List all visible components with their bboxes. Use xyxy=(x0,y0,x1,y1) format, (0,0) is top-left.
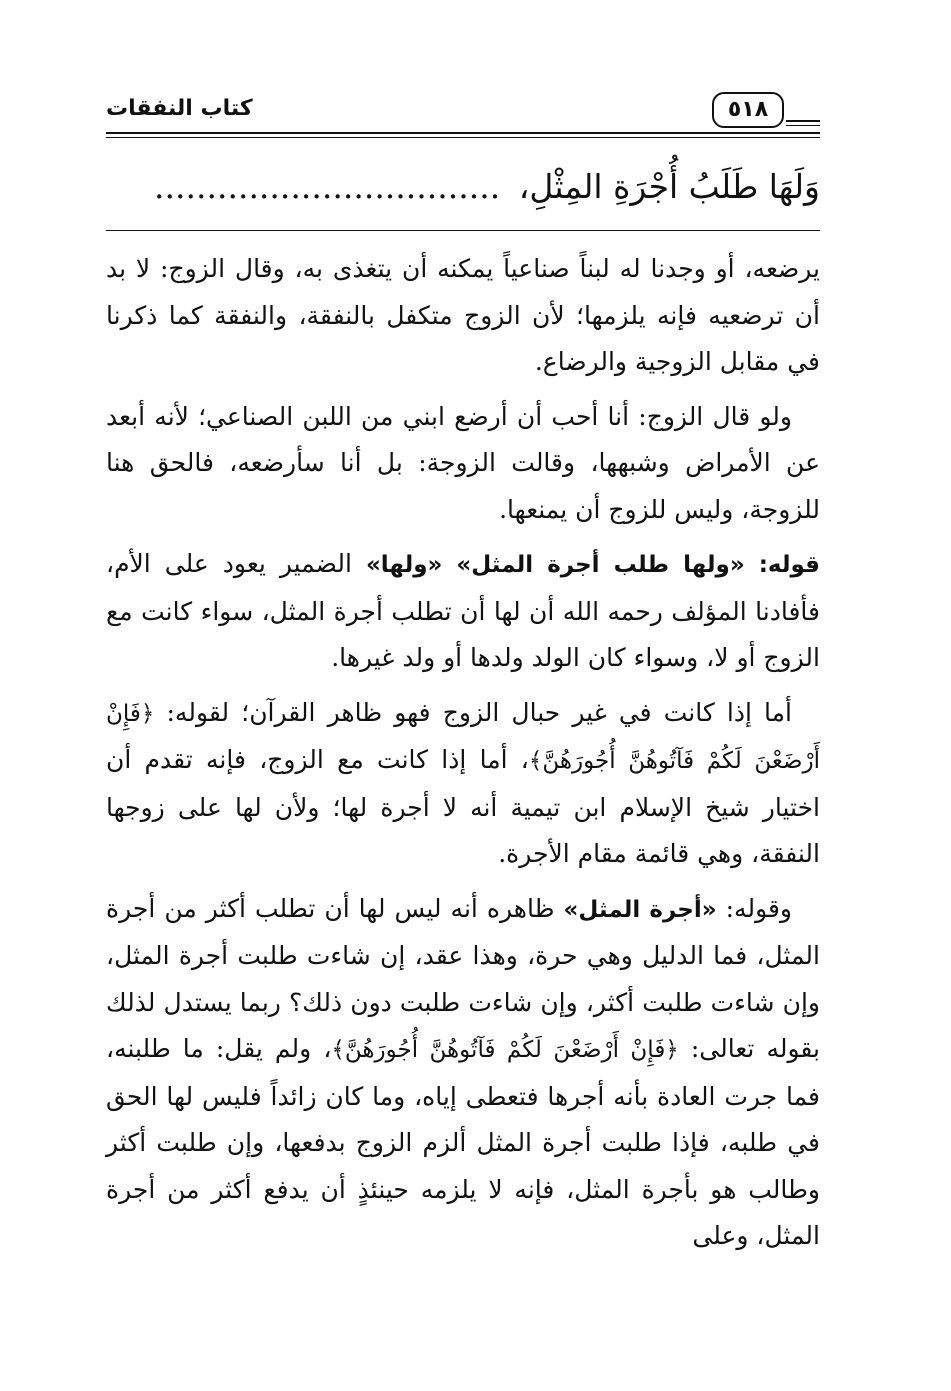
paragraph-1 xyxy=(106,246,820,386)
header-rule-right-thin xyxy=(786,125,820,126)
matn-line xyxy=(106,160,820,214)
matn-text: وَلَهَا طَلَبُ أُجْرَةِ المِثْلِ، xyxy=(518,167,820,206)
paragraph-text: أما إذا كانت في غير حبال الزوج فهو ظاهر القرآن؛ لقوله: xyxy=(166,697,792,727)
body-text xyxy=(106,246,820,1268)
paragraph-text: ظاهره أنه ليس لها أن تطلب أكثر من أجرة المثل، فما الدليل وهي حرة، وهذا عقد، إن شاءت طلبت أجرة المثل، وإن شاءت طلبت أكثر، وإن شاءت طلبت دون ذلك؟ ربما يستدل لذلك بقوله تعالى: xyxy=(106,893,820,1063)
quoted-word: «ولها» xyxy=(365,552,443,578)
matn-divider xyxy=(106,230,820,231)
header-rule-right xyxy=(786,120,820,122)
header-rule xyxy=(106,132,820,134)
paragraph-text: وقوله: xyxy=(725,893,793,923)
paragraph-4 xyxy=(106,690,820,878)
paragraph-5 xyxy=(106,886,820,1260)
quoted-phrase: «أجرة المثل» xyxy=(563,896,717,923)
paragraph-2 xyxy=(106,394,820,534)
paragraph-text: ، ولم يقل: ما طلبنه، فما جرت العادة بأنه أجرها فتعطى إياه، وما كان زائداً فليس لها الحق في طلبه، فإذا طلبت أجرة المثل ألزم الزوج بدفعها، وإن طلبت أكثر وطالب هو بأجرة المثل، فإنه لا يلزمه حينئذٍ أن يدفع أكثر من أجرة المثل، وعلى xyxy=(106,1034,820,1250)
page-header xyxy=(106,86,820,136)
paragraph-3 xyxy=(106,541,820,682)
quran-verse: ﴿فَإِنْ أَرْضَعْنَ لَكُمْ فَآتُوهُنَّ أُجُورَهُنَّ﴾ xyxy=(331,1037,679,1063)
paragraph-text: ، أما إذا كانت مع الزوج، فإنه تقدم أن اختيار شيخ الإسلام ابن تيمية أنه لا أجرة لها؛ ولأن لها على زوجها النفقة، وهي قائمة مقام الأجرة. xyxy=(106,745,820,868)
paragraph-text: ولو قال الزوج: أنا أحب أن أرضع ابني من اللبن الصناعي؛ لأنه أبعد عن الأمراض وشبهها، وقالت الزوجة: بل أنا سأرضعه، فالحق هنا للزوجة، وليس للزوج أن يمنعها. xyxy=(106,401,820,524)
matn-dots: ................................. xyxy=(154,167,501,206)
header-rule-thin xyxy=(106,137,820,138)
running-title: كتاب النفقات xyxy=(106,96,253,121)
page-number: ٥١٨ xyxy=(712,92,784,128)
lead-word: قوله: xyxy=(758,552,820,578)
paragraph-text: يرضعه، أو وجدنا له لبناً صناعياً يمكنه أن يتغذى به، وقال الزوج: لا بد أن ترضعيه فإنه يلزمها؛ لأن الزوج متكفل بالنفقة، والنفقة كما ذكرنا في مقابل الزوجية والرضاع. xyxy=(106,254,820,376)
quran-verse: ﴿فَإِنْ أَرْضَعْنَ لَكُمْ فَآتُوهُنَّ أُجُورَهُنَّ﴾ xyxy=(106,700,821,774)
paragraph-text: الضمير يعود على الأم، فأفادنا المؤلف رحمه الله أن لها أن تطلب أجرة المثل، سواء كانت مع الزوج أو لا، وسواء كان الولد ولدها أو ولد غيرها. xyxy=(106,549,820,672)
quoted-matn: «ولها طلب أجرة المثل» xyxy=(456,552,745,578)
